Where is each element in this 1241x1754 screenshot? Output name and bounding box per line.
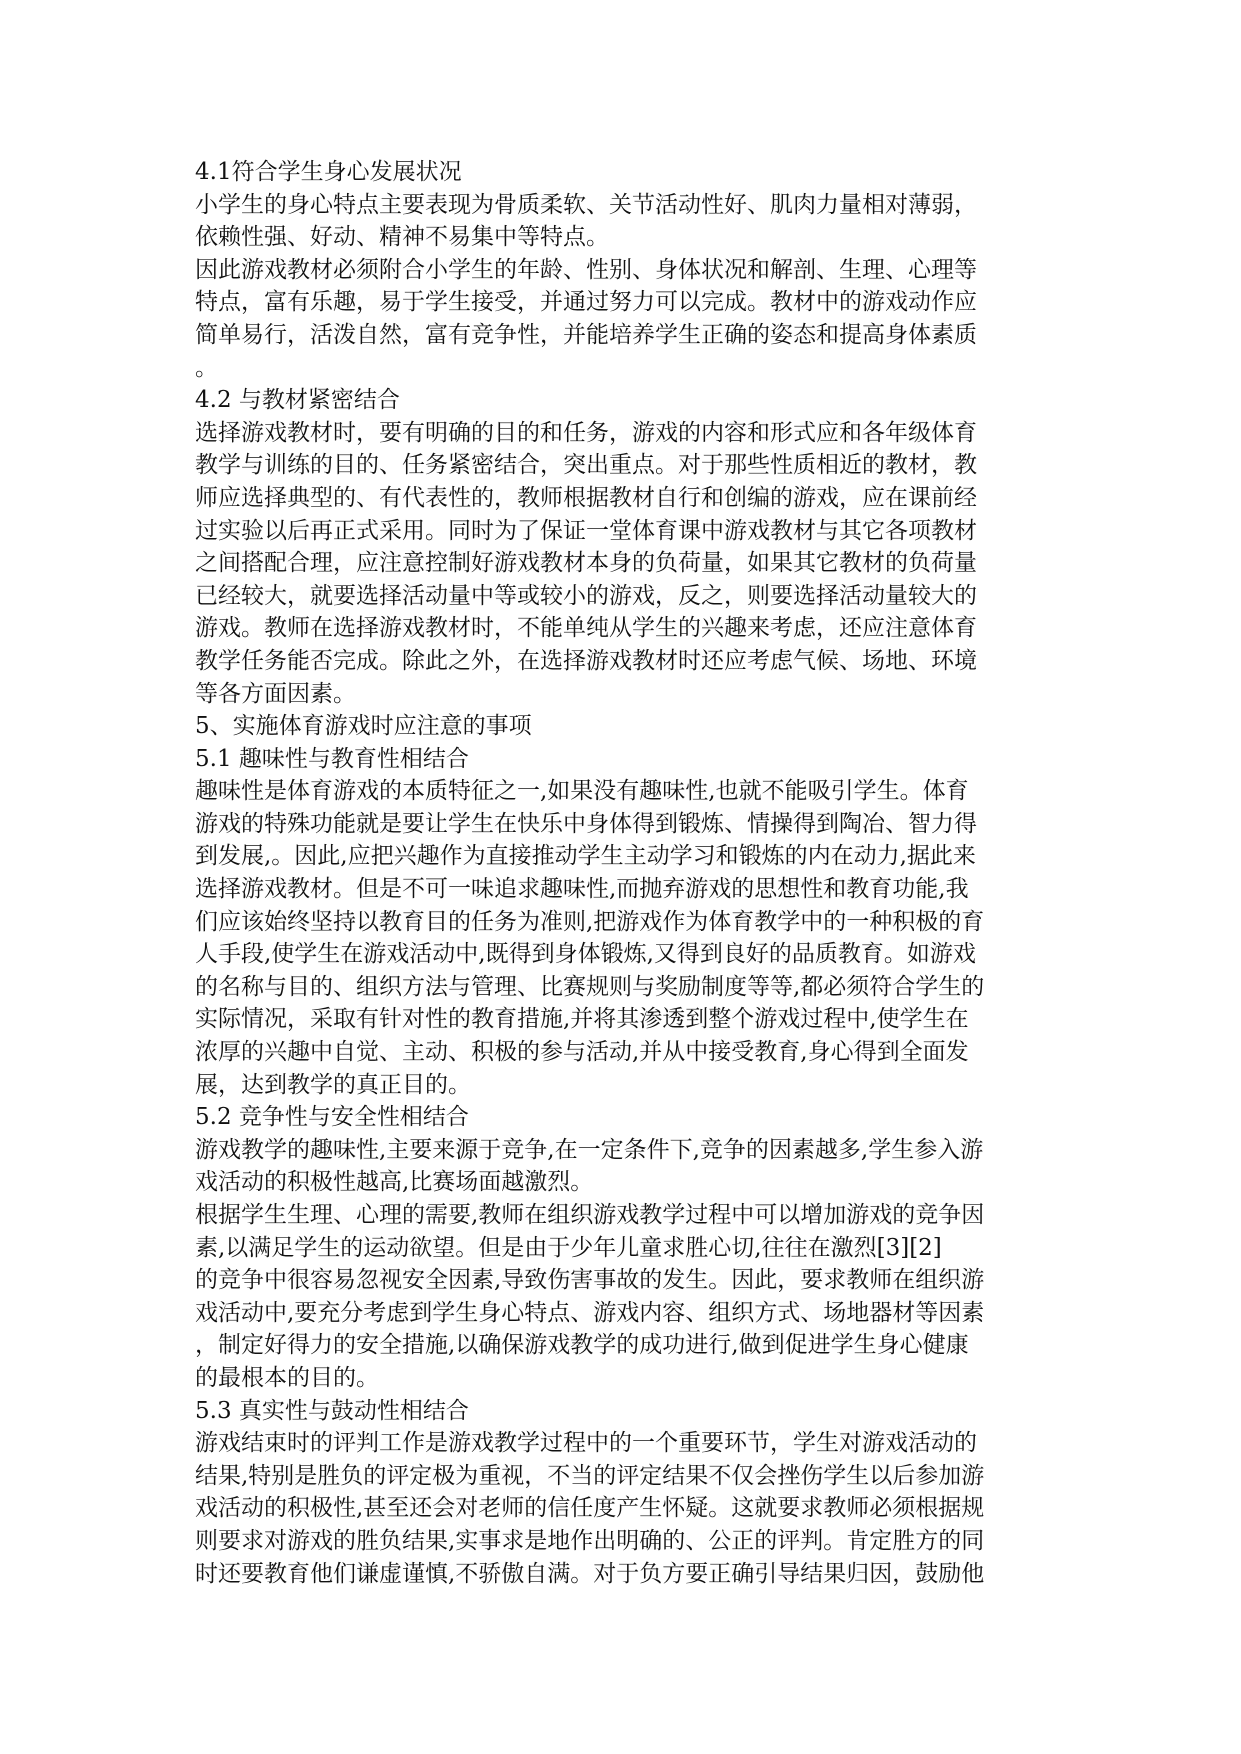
paragraph-line: 戏活动的积极性越高,比赛场面越激烈。 <box>195 1169 594 1196</box>
paragraph-line: 展，达到教学的真正目的。 <box>195 1071 471 1098</box>
paragraph-line: 因此游戏教材必须附合小学生的年龄、性别、身体状况和解剖、生理、心理等 <box>195 256 977 283</box>
section-heading-5-2: 5.2 竞争性与安全性相结合 <box>195 1104 469 1131</box>
paragraph-line: 戏活动的积极性,甚至还会对老师的信任度产生怀疑。这就要求教师必须根据规 <box>195 1495 985 1522</box>
section-heading-4-2: 4.2 与教材紧密结合 <box>195 387 400 414</box>
section-heading-4-1: 4.1符合学生身心发展状况 <box>195 159 462 185</box>
paragraph-line: 人手段,使学生在游戏活动中,既得到身体锻炼,又得到良好的品质教育。如游戏 <box>195 941 976 968</box>
paragraph-line: 之间搭配合理，应注意控制好游戏教材本身的负荷量，如果其它教材的负荷量 <box>195 550 977 577</box>
paragraph-line: 。 <box>195 354 218 381</box>
section-heading-5: 5、实施体育游戏时应注意的事项 <box>195 713 532 740</box>
document-body <box>195 156 1053 1590</box>
paragraph-line: 游戏教学的趣味性,主要来源于竞争,在一定条件下,竞争的因素越多,学生参入游 <box>195 1136 984 1163</box>
paragraph-line: 教学任务能否完成。除此之外，在选择游戏教材时还应考虑气候、场地、环境 <box>195 647 977 674</box>
paragraph-line: 浓厚的兴趣中自觉、主动、积极的参与活动,并从中接受教育,身心得到全面发 <box>195 1039 969 1066</box>
section-heading-5-3: 5.3 真实性与鼓动性相结合 <box>195 1397 469 1424</box>
paragraph-line: 的最根本的目的。 <box>195 1364 379 1391</box>
paragraph-line: 实际情况，采取有针对性的教育措施,并将其渗透到整个游戏过程中,使学生在 <box>195 1006 969 1033</box>
paragraph-line: 游戏结束时的评判工作是游戏教学过程中的一个重要环节，学生对游戏活动的 <box>195 1430 977 1457</box>
paragraph-line: 依赖性强、好动、精神不易集中等特点。 <box>195 224 609 251</box>
paragraph-line: 等各方面因素。 <box>195 680 356 707</box>
paragraph-line: 戏活动中,要充分考虑到学生身心特点、游戏内容、组织方式、场地器材等因素 <box>195 1299 985 1326</box>
paragraph-line: 选择游戏教材时，要有明确的目的和任务，游戏的内容和形式应和各年级体育 <box>195 419 977 446</box>
paragraph-line: 特点，富有乐趣，易于学生接受，并通过努力可以完成。教材中的游戏动作应 <box>195 289 977 316</box>
paragraph-line: 趣味性是体育游戏的本质特征之一,如果没有趣味性,也就不能吸引学生。体育 <box>195 778 969 805</box>
paragraph-line: 则要求对游戏的胜负结果,实事求是地作出明确的、公正的评判。肯定胜方的同 <box>195 1527 985 1554</box>
paragraph-line: 到发展,。因此,应把兴趣作为直接推动学生主动学习和锻炼的内在动力,据此来 <box>195 843 976 870</box>
paragraph-line: 游戏的特殊功能就是要让学生在快乐中身体得到锻炼、情操得到陶冶、智力得 <box>195 810 977 837</box>
paragraph-line: 选择游戏教材。但是不可一味追求趣味性,而抛弃游戏的思想性和教育功能,我 <box>195 876 969 903</box>
paragraph-line: 素,以满足学生的运动欲望。但是由于少年儿童求胜心切,往往在激烈[3][2] <box>195 1234 942 1261</box>
paragraph-line: 结果,特别是胜负的评定极为重视，不当的评定结果不仅会挫伤学生以后参加游 <box>195 1462 985 1489</box>
paragraph-line: 简单易行，活泼自然，富有竞争性，并能培养学生正确的姿态和提高身体素质 <box>195 321 977 348</box>
paragraph-line: ，制定好得力的安全措施,以确保游戏教学的成功进行,做到促进学生身心健康 <box>195 1332 969 1359</box>
paragraph-line: 们应该始终坚持以教育目的任务为准则,把游戏作为体育教学中的一种积极的育 <box>195 908 985 935</box>
paragraph-line: 小学生的身心特点主要表现为骨质柔软、关节活动性好、肌肉力量相对薄弱， <box>195 191 977 218</box>
paragraph-line: 的名称与目的、组织方法与管理、比赛规则与奖励制度等等,都必须符合学生的 <box>195 973 985 1000</box>
paragraph-line: 已经较大，就要选择活动量中等或较小的游戏，反之，则要选择活动量较大的 <box>195 582 977 609</box>
paragraph-line: 过实验以后再正式采用。同时为了保证一堂体育课中游戏教材与其它各项教材 <box>195 517 977 544</box>
paragraph-line: 时还要教育他们谦虚谨慎,不骄傲自满。对于负方要正确引导结果归因，鼓励他 <box>195 1560 985 1587</box>
paragraph-line: 师应选择典型的、有代表性的，教师根据教材自行和创编的游戏，应在课前经 <box>195 484 977 511</box>
paragraph-line: 教学与训练的目的、任务紧密结合，突出重点。对于那些性质相近的教材，教 <box>195 452 977 479</box>
paragraph-line: 根据学生生理、心理的需要,教师在组织游戏教学过程中可以增加游戏的竞争因 <box>195 1202 985 1228</box>
paragraph-line: 游戏。教师在选择游戏教材时，不能单纯从学生的兴趣来考虑，还应注意体育 <box>195 615 977 642</box>
section-heading-5-1: 5.1 趣味性与教育性相结合 <box>195 745 469 772</box>
paragraph-line: 的竞争中很容易忽视安全因素,导致伤害事故的发生。因此，要求教师在组织游 <box>195 1267 985 1294</box>
